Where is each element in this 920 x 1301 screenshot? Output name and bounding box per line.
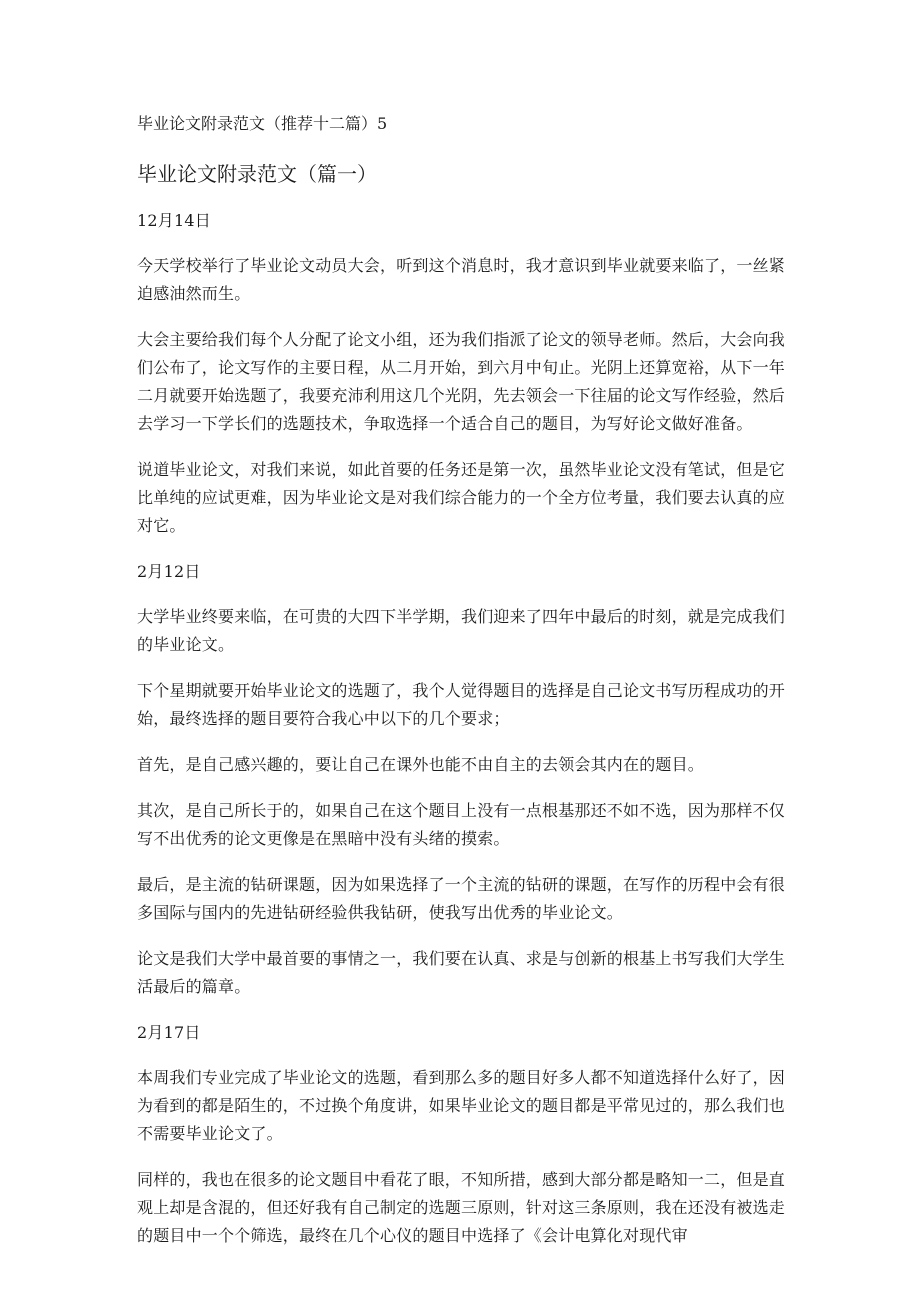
date-entry: 2月12日 xyxy=(137,562,201,581)
paragraph: 其次，是自己所长于的，如果自己在这个题目上没有一点根基那还不如不选，因为那样不仅写不出优秀的论文更像是在黑暗中没有头绪的摸索。 xyxy=(137,801,786,848)
date-entry: 12月14日 xyxy=(137,211,211,230)
date-entry: 2月17日 xyxy=(137,1023,201,1042)
paragraph: 最后，是主流的钻研课题，因为如果选择了一个主流的钻研的课题，在写作的历程中会有很多国际与国内的先进钻研经验供我钻研，使我写出优秀的毕业论文。 xyxy=(137,875,786,922)
paragraph: 本周我们专业完成了毕业论文的选题，看到那么多的题目好多人都不知道选择什么好了，因为看到的都是陌生的，不过换个角度讲，如果毕业论文的题目都是平常见过的，那么我们也不需要毕业论文了。 xyxy=(137,1068,786,1143)
paragraph: 大会主要给我们每个人分配了论文小组，还为我们指派了论文的领导老师。然后，大会向我们公布了，论文写作的主要日程，从二月开始，到六月中旬止。光阴上还算宽裕，从下一年二月就要开始选题了，我要充沛利用这几个光阴，先去领会一下往届的论文写作经验，然后去学习一下学长们的选题技术，争取选择一个适合自己的题目，为写好论文做好准备。 xyxy=(137,330,786,433)
section-heading: 毕业论文附录范文（篇一） xyxy=(137,162,377,186)
document-title: 毕业论文附录范文（推荐十二篇）5 xyxy=(137,114,388,133)
paragraph: 大学毕业终要来临，在可贵的大四下半学期，我们迎来了四年中最后的时刻，就是完成我们的毕业论文。 xyxy=(137,607,786,654)
paragraph: 下个星期就要开始毕业论文的选题了，我个人觉得题目的选择是自己论文书写历程成功的开始，最终选择的题目要符合我心中以下的几个要求； xyxy=(137,681,786,728)
document-body xyxy=(137,207,787,1268)
paragraph: 论文是我们大学中最首要的事情之一，我们要在认真、求是与创新的根基上书写我们大学生活最后的篇章。 xyxy=(137,949,786,996)
paragraph: 说道毕业论文，对我们来说，如此首要的任务还是第一次，虽然毕业论文没有笔试，但是它比单纯的应试更难，因为毕业论文是对我们综合能力的一个全方位考量，我们要去认真的应对它。 xyxy=(137,460,786,535)
paragraph: 同样的，我也在很多的论文题目中看花了眼，不知所措，感到大部分都是略知一二，但是直观上却是含混的，但还好我有自己制定的选题三原则，针对这三条原则，我在还没有被选走的题目中一个个筛选，最终在几个心仪的题目中选择了《会计电算化对现代审 xyxy=(137,1170,786,1245)
paragraph: 今天学校举行了毕业论文动员大会，听到这个消息时，我才意识到毕业就要来临了，一丝紧迫感油然而生。 xyxy=(137,256,786,303)
paragraph: 首先，是自己感兴趣的，要让自己在课外也能不由自主的去领会其内在的题目。 xyxy=(137,755,705,774)
